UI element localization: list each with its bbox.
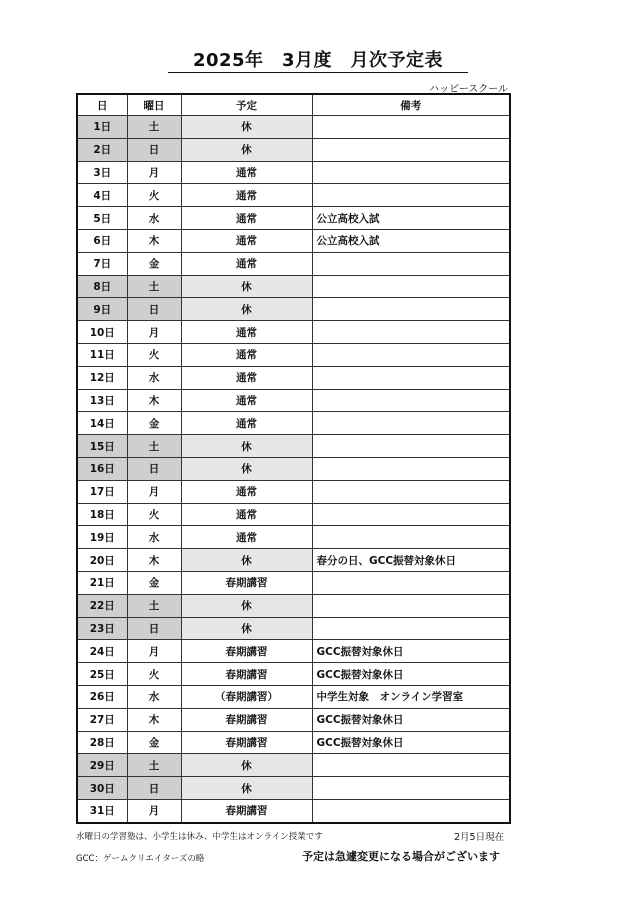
cell-plan: 通常 <box>181 503 312 526</box>
cell-weekday: 土 <box>127 594 181 617</box>
cell-plan: 休 <box>181 594 312 617</box>
cell-day: 12日 <box>77 366 127 389</box>
cell-day: 20日 <box>77 549 127 572</box>
cell-weekday: 水 <box>127 366 181 389</box>
organization-name: ハッピースクール <box>429 84 508 95</box>
cell-day: 15日 <box>77 435 127 458</box>
cell-plan: 休 <box>181 754 312 777</box>
table-row <box>77 321 510 344</box>
cell-plan: 通常 <box>181 343 312 366</box>
cell-weekday: 金 <box>127 412 181 435</box>
cell-day: 28日 <box>77 731 127 754</box>
cell-note: GCC振替対象休日 <box>312 663 510 686</box>
cell-note <box>312 298 510 321</box>
cell-note <box>312 138 510 161</box>
cell-plan: 通常 <box>181 252 312 275</box>
cell-plan: 通常 <box>181 184 312 207</box>
cell-note <box>312 161 510 184</box>
cell-plan: 春期講習 <box>181 708 312 731</box>
footer-note-gcc: GCC：ゲームクリエイターズの略 <box>76 854 205 864</box>
table-row <box>77 594 510 617</box>
cell-plan: 休 <box>181 617 312 640</box>
table-row <box>77 184 510 207</box>
cell-note <box>312 275 510 298</box>
cell-plan: 通常 <box>181 207 312 230</box>
cell-day: 7日 <box>77 252 127 275</box>
cell-day: 11日 <box>77 343 127 366</box>
footer-note-wednesday: 水曜日の学習塾は、小学生は休み、中学生はオンライン授業です <box>76 832 323 842</box>
table-row <box>77 480 510 503</box>
cell-weekday: 火 <box>127 663 181 686</box>
cell-note <box>312 366 510 389</box>
table-row <box>77 526 510 549</box>
cell-note <box>312 116 510 139</box>
cell-weekday: 月 <box>127 640 181 663</box>
header-day: 日 <box>77 94 127 116</box>
cell-day: 8日 <box>77 275 127 298</box>
cell-note: GCC振替対象休日 <box>312 731 510 754</box>
table-row <box>77 229 510 252</box>
table-row <box>77 343 510 366</box>
cell-plan: 通常 <box>181 526 312 549</box>
cell-note <box>312 571 510 594</box>
cell-plan: 春期講習 <box>181 731 312 754</box>
table-row <box>77 549 510 572</box>
cell-weekday: 月 <box>127 161 181 184</box>
cell-weekday: 土 <box>127 275 181 298</box>
table-row <box>77 457 510 480</box>
cell-plan: 通常 <box>181 229 312 252</box>
cell-day: 1日 <box>77 116 127 139</box>
cell-note <box>312 412 510 435</box>
cell-weekday: 日 <box>127 777 181 800</box>
cell-note <box>312 343 510 366</box>
cell-weekday: 木 <box>127 389 181 412</box>
table-header-row <box>77 94 510 116</box>
cell-day: 29日 <box>77 754 127 777</box>
cell-note <box>312 617 510 640</box>
header-note: 備考 <box>312 94 510 116</box>
table-row <box>77 799 510 822</box>
cell-weekday: 日 <box>127 457 181 480</box>
cell-weekday: 木 <box>127 229 181 252</box>
cell-plan: 春期講習 <box>181 799 312 822</box>
cell-plan: 春期講習 <box>181 663 312 686</box>
cell-plan: 休 <box>181 275 312 298</box>
cell-day: 13日 <box>77 389 127 412</box>
table-row <box>77 366 510 389</box>
footer-change-notice: 予定は急遽変更になる場合がございます <box>302 850 500 863</box>
cell-weekday: 金 <box>127 571 181 594</box>
cell-day: 17日 <box>77 480 127 503</box>
cell-weekday: 水 <box>127 685 181 708</box>
cell-weekday: 土 <box>127 116 181 139</box>
table-row <box>77 708 510 731</box>
table-row <box>77 412 510 435</box>
cell-day: 26日 <box>77 685 127 708</box>
cell-day: 19日 <box>77 526 127 549</box>
cell-weekday: 月 <box>127 480 181 503</box>
cell-note <box>312 754 510 777</box>
cell-plan: 通常 <box>181 389 312 412</box>
cell-weekday: 月 <box>127 799 181 822</box>
cell-weekday: 日 <box>127 298 181 321</box>
table-row <box>77 731 510 754</box>
cell-day: 21日 <box>77 571 127 594</box>
cell-day: 16日 <box>77 457 127 480</box>
table-row <box>77 161 510 184</box>
cell-note <box>312 503 510 526</box>
footer-as-of-date: 2月5日現在 <box>454 832 505 843</box>
cell-day: 25日 <box>77 663 127 686</box>
table-row <box>77 389 510 412</box>
cell-note <box>312 321 510 344</box>
cell-note <box>312 526 510 549</box>
table-row <box>77 571 510 594</box>
cell-day: 30日 <box>77 777 127 800</box>
cell-weekday: 金 <box>127 252 181 275</box>
cell-plan: 春期講習 <box>181 571 312 594</box>
table-row <box>77 663 510 686</box>
header-plan: 予定 <box>181 94 312 116</box>
cell-day: 14日 <box>77 412 127 435</box>
cell-weekday: 水 <box>127 526 181 549</box>
cell-note: 公立高校入試 <box>312 229 510 252</box>
table-row <box>77 298 510 321</box>
cell-note: 中学生対象 オンライン学習室 <box>312 685 510 708</box>
cell-weekday: 火 <box>127 503 181 526</box>
cell-plan: 休 <box>181 435 312 458</box>
cell-day: 18日 <box>77 503 127 526</box>
cell-note <box>312 389 510 412</box>
cell-plan: 春期講習 <box>181 640 312 663</box>
table-row <box>77 685 510 708</box>
cell-weekday: 木 <box>127 708 181 731</box>
cell-plan: （春期講習） <box>181 685 312 708</box>
cell-day: 27日 <box>77 708 127 731</box>
cell-day: 3日 <box>77 161 127 184</box>
cell-day: 22日 <box>77 594 127 617</box>
cell-plan: 休 <box>181 549 312 572</box>
cell-weekday: 月 <box>127 321 181 344</box>
cell-plan: 休 <box>181 777 312 800</box>
cell-plan: 通常 <box>181 366 312 389</box>
table-row <box>77 138 510 161</box>
cell-note: 公立高校入試 <box>312 207 510 230</box>
table-row <box>77 777 510 800</box>
cell-note: 春分の日、GCC振替対象休日 <box>312 549 510 572</box>
cell-weekday: 日 <box>127 617 181 640</box>
table-row <box>77 640 510 663</box>
cell-weekday: 金 <box>127 731 181 754</box>
cell-weekday: 日 <box>127 138 181 161</box>
cell-plan: 休 <box>181 116 312 139</box>
cell-day: 2日 <box>77 138 127 161</box>
cell-day: 24日 <box>77 640 127 663</box>
table-row <box>77 275 510 298</box>
table-row <box>77 617 510 640</box>
cell-plan: 休 <box>181 298 312 321</box>
cell-day: 6日 <box>77 229 127 252</box>
table-row <box>77 435 510 458</box>
cell-day: 31日 <box>77 799 127 822</box>
cell-weekday: 土 <box>127 435 181 458</box>
cell-note <box>312 435 510 458</box>
cell-plan: 通常 <box>181 480 312 503</box>
cell-day: 4日 <box>77 184 127 207</box>
header-weekday: 曜日 <box>127 94 181 116</box>
title-underline <box>168 72 468 73</box>
table-row <box>77 252 510 275</box>
cell-note <box>312 457 510 480</box>
cell-note <box>312 252 510 275</box>
table-row <box>77 754 510 777</box>
cell-day: 23日 <box>77 617 127 640</box>
cell-plan: 通常 <box>181 412 312 435</box>
cell-plan: 休 <box>181 138 312 161</box>
table-row <box>77 116 510 139</box>
cell-plan: 休 <box>181 457 312 480</box>
cell-weekday: 火 <box>127 343 181 366</box>
cell-weekday: 木 <box>127 549 181 572</box>
cell-day: 10日 <box>77 321 127 344</box>
cell-note <box>312 184 510 207</box>
cell-day: 9日 <box>77 298 127 321</box>
schedule-table <box>76 93 511 824</box>
table-row <box>77 207 510 230</box>
cell-plan: 通常 <box>181 161 312 184</box>
cell-plan: 通常 <box>181 321 312 344</box>
cell-day: 5日 <box>77 207 127 230</box>
page-title: 2025年 3月度 月次予定表 <box>192 50 444 71</box>
cell-note <box>312 594 510 617</box>
cell-weekday: 土 <box>127 754 181 777</box>
cell-note: GCC振替対象休日 <box>312 640 510 663</box>
cell-note <box>312 799 510 822</box>
cell-weekday: 火 <box>127 184 181 207</box>
cell-note <box>312 480 510 503</box>
cell-weekday: 水 <box>127 207 181 230</box>
table-row <box>77 503 510 526</box>
cell-note: GCC振替対象休日 <box>312 708 510 731</box>
cell-note <box>312 777 510 800</box>
